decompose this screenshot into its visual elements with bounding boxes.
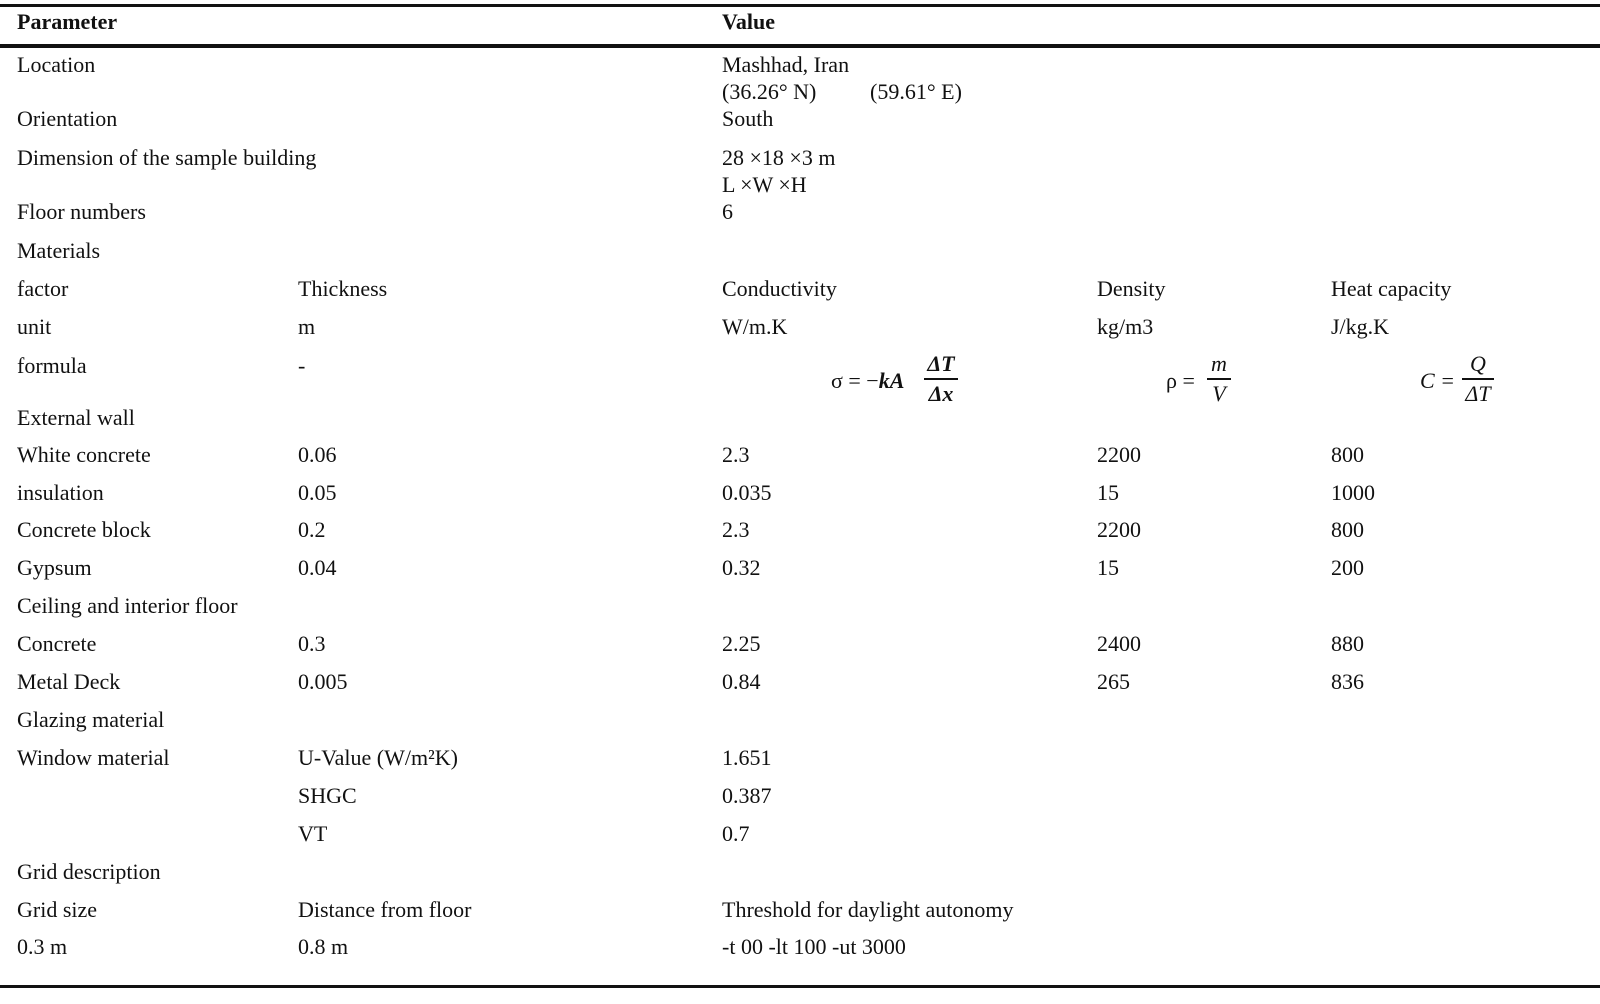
formula-heat-numerator: Q xyxy=(1470,351,1486,376)
header-value: Value xyxy=(722,9,775,34)
cell-property: SHGC xyxy=(298,783,357,808)
cell-material: Gypsum xyxy=(17,555,92,580)
floors-value: 6 xyxy=(722,199,733,224)
cell-heat-capacity: 880 xyxy=(1331,631,1364,656)
cell-thickness: 0.3 xyxy=(298,631,326,656)
cell-property: VT xyxy=(298,821,328,846)
header-rule xyxy=(0,44,1600,48)
cell-thickness: 0.06 xyxy=(298,442,337,467)
factor-label: factor xyxy=(17,276,69,301)
formula-density-numerator: m xyxy=(1211,351,1227,376)
header-parameter: Parameter xyxy=(17,9,118,34)
cell-material: insulation xyxy=(17,480,104,505)
factor-heat-capacity: Heat capacity xyxy=(1331,276,1452,301)
cell-conductivity: 2.25 xyxy=(722,631,761,656)
cell-density: 265 xyxy=(1097,669,1130,694)
cell-density: 2400 xyxy=(1097,631,1141,656)
cell-heat-capacity: 200 xyxy=(1331,555,1364,580)
cell-thickness: 0.04 xyxy=(298,555,337,580)
formula-density-denominator: V xyxy=(1212,381,1226,406)
location-label: Location xyxy=(17,52,96,77)
unit-conductivity: W/m.K xyxy=(722,314,788,339)
cell-value: 0.7 xyxy=(722,821,750,846)
location-lon: (59.61° E) xyxy=(870,79,962,104)
formula-conductivity-kA: kA xyxy=(878,368,905,393)
formula-heat-lhs: C = xyxy=(1420,368,1456,393)
formula-label: formula xyxy=(17,353,87,378)
cell-thickness: 0.2 xyxy=(298,517,326,542)
grid-threshold-header: Threshold for daylight autonomy xyxy=(722,897,1014,922)
ceiling-label: Ceiling and interior floor xyxy=(17,593,238,618)
top-rule xyxy=(0,4,1600,7)
orientation-value: South xyxy=(722,106,774,131)
formula-heat-denominator: ΔT xyxy=(1465,381,1491,406)
cell-density: 15 xyxy=(1097,480,1119,505)
unit-density: kg/m3 xyxy=(1097,314,1154,339)
grid-size-header: Grid size xyxy=(17,897,98,922)
external-wall-label: External wall xyxy=(17,405,135,430)
dimension-value-lwh: L ×W ×H xyxy=(722,172,807,197)
cell-density: 2200 xyxy=(1097,442,1141,467)
cell-value: 0.387 xyxy=(722,783,772,808)
glazing-label: Glazing material xyxy=(17,707,165,732)
cell-heat-capacity: 800 xyxy=(1331,442,1364,467)
cell-material: Concrete block xyxy=(17,517,151,542)
formula-thickness: - xyxy=(298,353,306,378)
formula-conductivity-numerator: ΔT xyxy=(927,351,955,376)
factor-conductivity: Conductivity xyxy=(722,276,837,301)
cell-material: Concrete xyxy=(17,631,97,656)
factor-density: Density xyxy=(1097,276,1166,301)
cell-conductivity: 0.035 xyxy=(722,480,772,505)
formula-density-lhs: ρ = xyxy=(1166,368,1195,393)
formula-conductivity-lhs: σ = − xyxy=(831,368,879,393)
grid-threshold-value: -t 00 -lt 100 -ut 3000 xyxy=(722,934,906,959)
grid-size-value: 0.3 m xyxy=(17,934,68,959)
cell-thickness: 0.05 xyxy=(298,480,337,505)
location-lat: (36.26° N) xyxy=(722,79,817,104)
factor-thickness: Thickness xyxy=(298,276,388,301)
cell-value: 1.651 xyxy=(722,745,772,770)
location-value: Mashhad, Iran xyxy=(722,52,850,77)
orientation-label: Orientation xyxy=(17,106,118,131)
dimension-value: 28 ×18 ×3 m xyxy=(722,145,836,170)
cell-heat-capacity: 1000 xyxy=(1331,480,1375,505)
cell-conductivity: 0.32 xyxy=(722,555,761,580)
grid-label: Grid description xyxy=(17,859,161,884)
cell-density: 15 xyxy=(1097,555,1119,580)
unit-heat-capacity: J/kg.K xyxy=(1331,314,1390,339)
cell-conductivity: 2.3 xyxy=(722,517,750,542)
cell-heat-capacity: 800 xyxy=(1331,517,1364,542)
unit-label: unit xyxy=(17,314,52,339)
cell-thickness: 0.005 xyxy=(298,669,348,694)
materials-label: Materials xyxy=(17,238,101,263)
cell-conductivity: 2.3 xyxy=(722,442,750,467)
bottom-rule xyxy=(0,985,1600,988)
cell-heat-capacity: 836 xyxy=(1331,669,1364,694)
cell-material: White concrete xyxy=(17,442,151,467)
cell-density: 2200 xyxy=(1097,517,1141,542)
unit-thickness: m xyxy=(298,314,316,339)
cell-property: U-Value (W/m²K) xyxy=(298,745,458,770)
formula-conductivity-denominator: Δx xyxy=(928,381,954,406)
cell-material: Metal Deck xyxy=(17,669,121,694)
cell-conductivity: 0.84 xyxy=(722,669,761,694)
grid-distance-header: Distance from floor xyxy=(298,897,472,922)
cell-material: Window material xyxy=(17,745,170,770)
grid-distance-value: 0.8 m xyxy=(298,934,349,959)
dimension-label: Dimension of the sample building xyxy=(17,145,317,170)
floors-label: Floor numbers xyxy=(17,199,146,224)
